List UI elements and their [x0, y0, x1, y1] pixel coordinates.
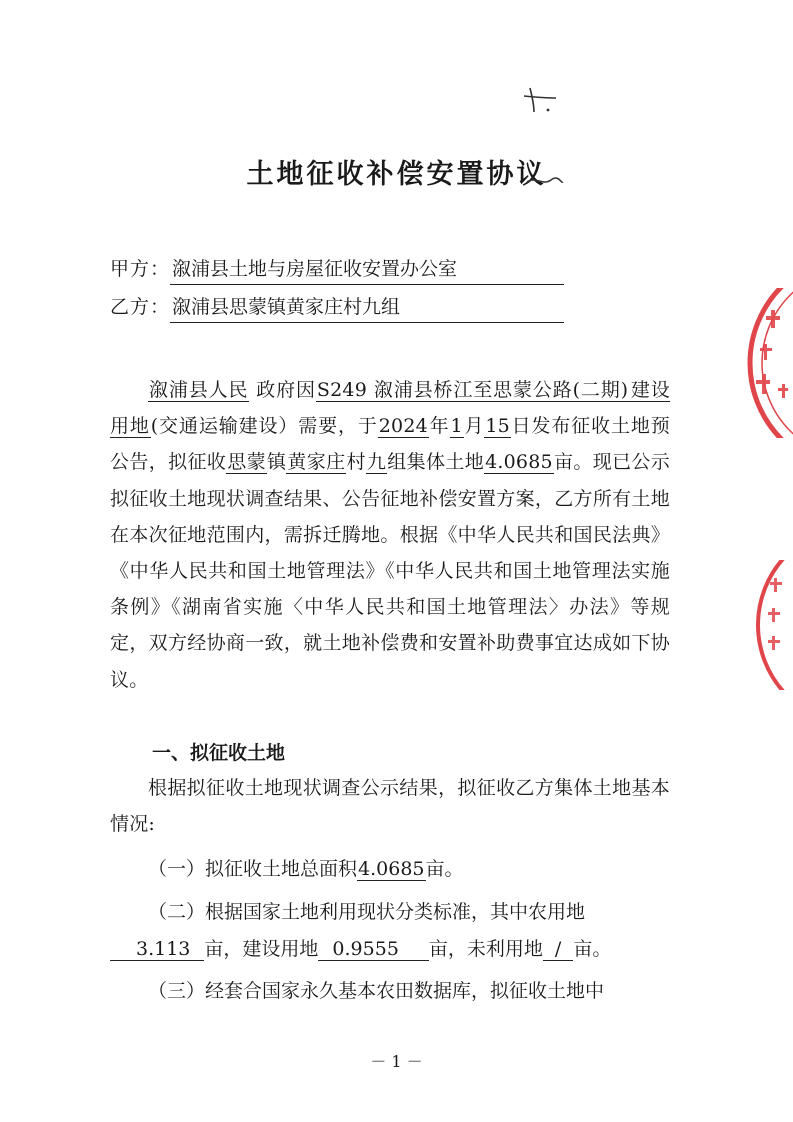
item-total-area: （一）拟征收土地总面积4.0685亩。: [148, 858, 464, 880]
handwritten-page-mark: [520, 84, 560, 122]
party-a: [110, 254, 564, 285]
intro-paragraph: 溆浦县人民 政府因S249 溆浦县桥江至思蒙公路(二期) 建设用地(交通运输建设）需要，于2024年1月15日发布征收土地预公告，拟征收思蒙镇黄家庄村九组集体土地4.0685亩。现已公示拟征收土地现状调查结果、公告征地补偿安置方案，乙方所有土地在本次征地范围内，需拆迁腾地。根据《中华人民共和国民法典》《中华人民共和国土地管理法》《中华人民共和国土地管理法实施条例》《湖南省实施〈中华人民共和国土地管理法〉办法》等规定，双方经协商一致，就土地补偿费和安置补助费事宜达成如下协议。: [110, 379, 671, 691]
farmland-area: 3.113: [110, 938, 204, 961]
total-area-value: 4.0685: [358, 858, 425, 880]
unused-area: /: [543, 938, 573, 961]
document-title: 土地征收补偿安置协议: [246, 159, 547, 190]
page-number: － 1 －: [370, 1052, 423, 1071]
official-seal-fragment: [738, 288, 793, 442]
party-b: [110, 292, 564, 323]
construction-area: 0.9555: [318, 938, 428, 961]
section-paragraph: 根据拟征收土地现状调查公示结果，拟征收乙方集体土地基本情况:: [110, 777, 670, 836]
land-area: 4.0685: [485, 451, 553, 474]
item-classification-values: 3.113 亩，建设用地 0.9555 亩，未利用地 / 亩。: [110, 934, 611, 961]
project-name: S249 溆浦县桥江至思蒙公路(二期): [316, 379, 629, 401]
notice-month: 1: [450, 415, 463, 438]
government-name: 溆浦县人民: [149, 379, 249, 401]
seal-fragment-lower: [748, 560, 793, 694]
notice-year: 2024: [378, 415, 428, 438]
item-farmland-database: （三）经套合国家永久基本农田数据库，拟征收土地中: [148, 980, 605, 1002]
party-a-label: 甲方：: [110, 258, 171, 280]
town-name: 思蒙: [227, 451, 266, 474]
item-classification: （二）根据国家土地利用现状分类标准，其中农用地: [148, 901, 586, 923]
handwritten-scribble: [525, 173, 565, 192]
village-name: 黄家庄: [287, 451, 346, 474]
party-b-label: 乙方：: [110, 296, 171, 318]
group-name: 九: [366, 451, 387, 474]
land-use: 建设用地: [110, 379, 670, 438]
section-heading: 一、拟征收土地: [152, 742, 286, 764]
notice-day: 15: [485, 415, 510, 438]
party-a-value: 溆浦县土地与房屋征收安置办公室: [170, 254, 564, 285]
party-b-value: 溆浦县思蒙镇黄家庄村九组: [170, 292, 564, 323]
